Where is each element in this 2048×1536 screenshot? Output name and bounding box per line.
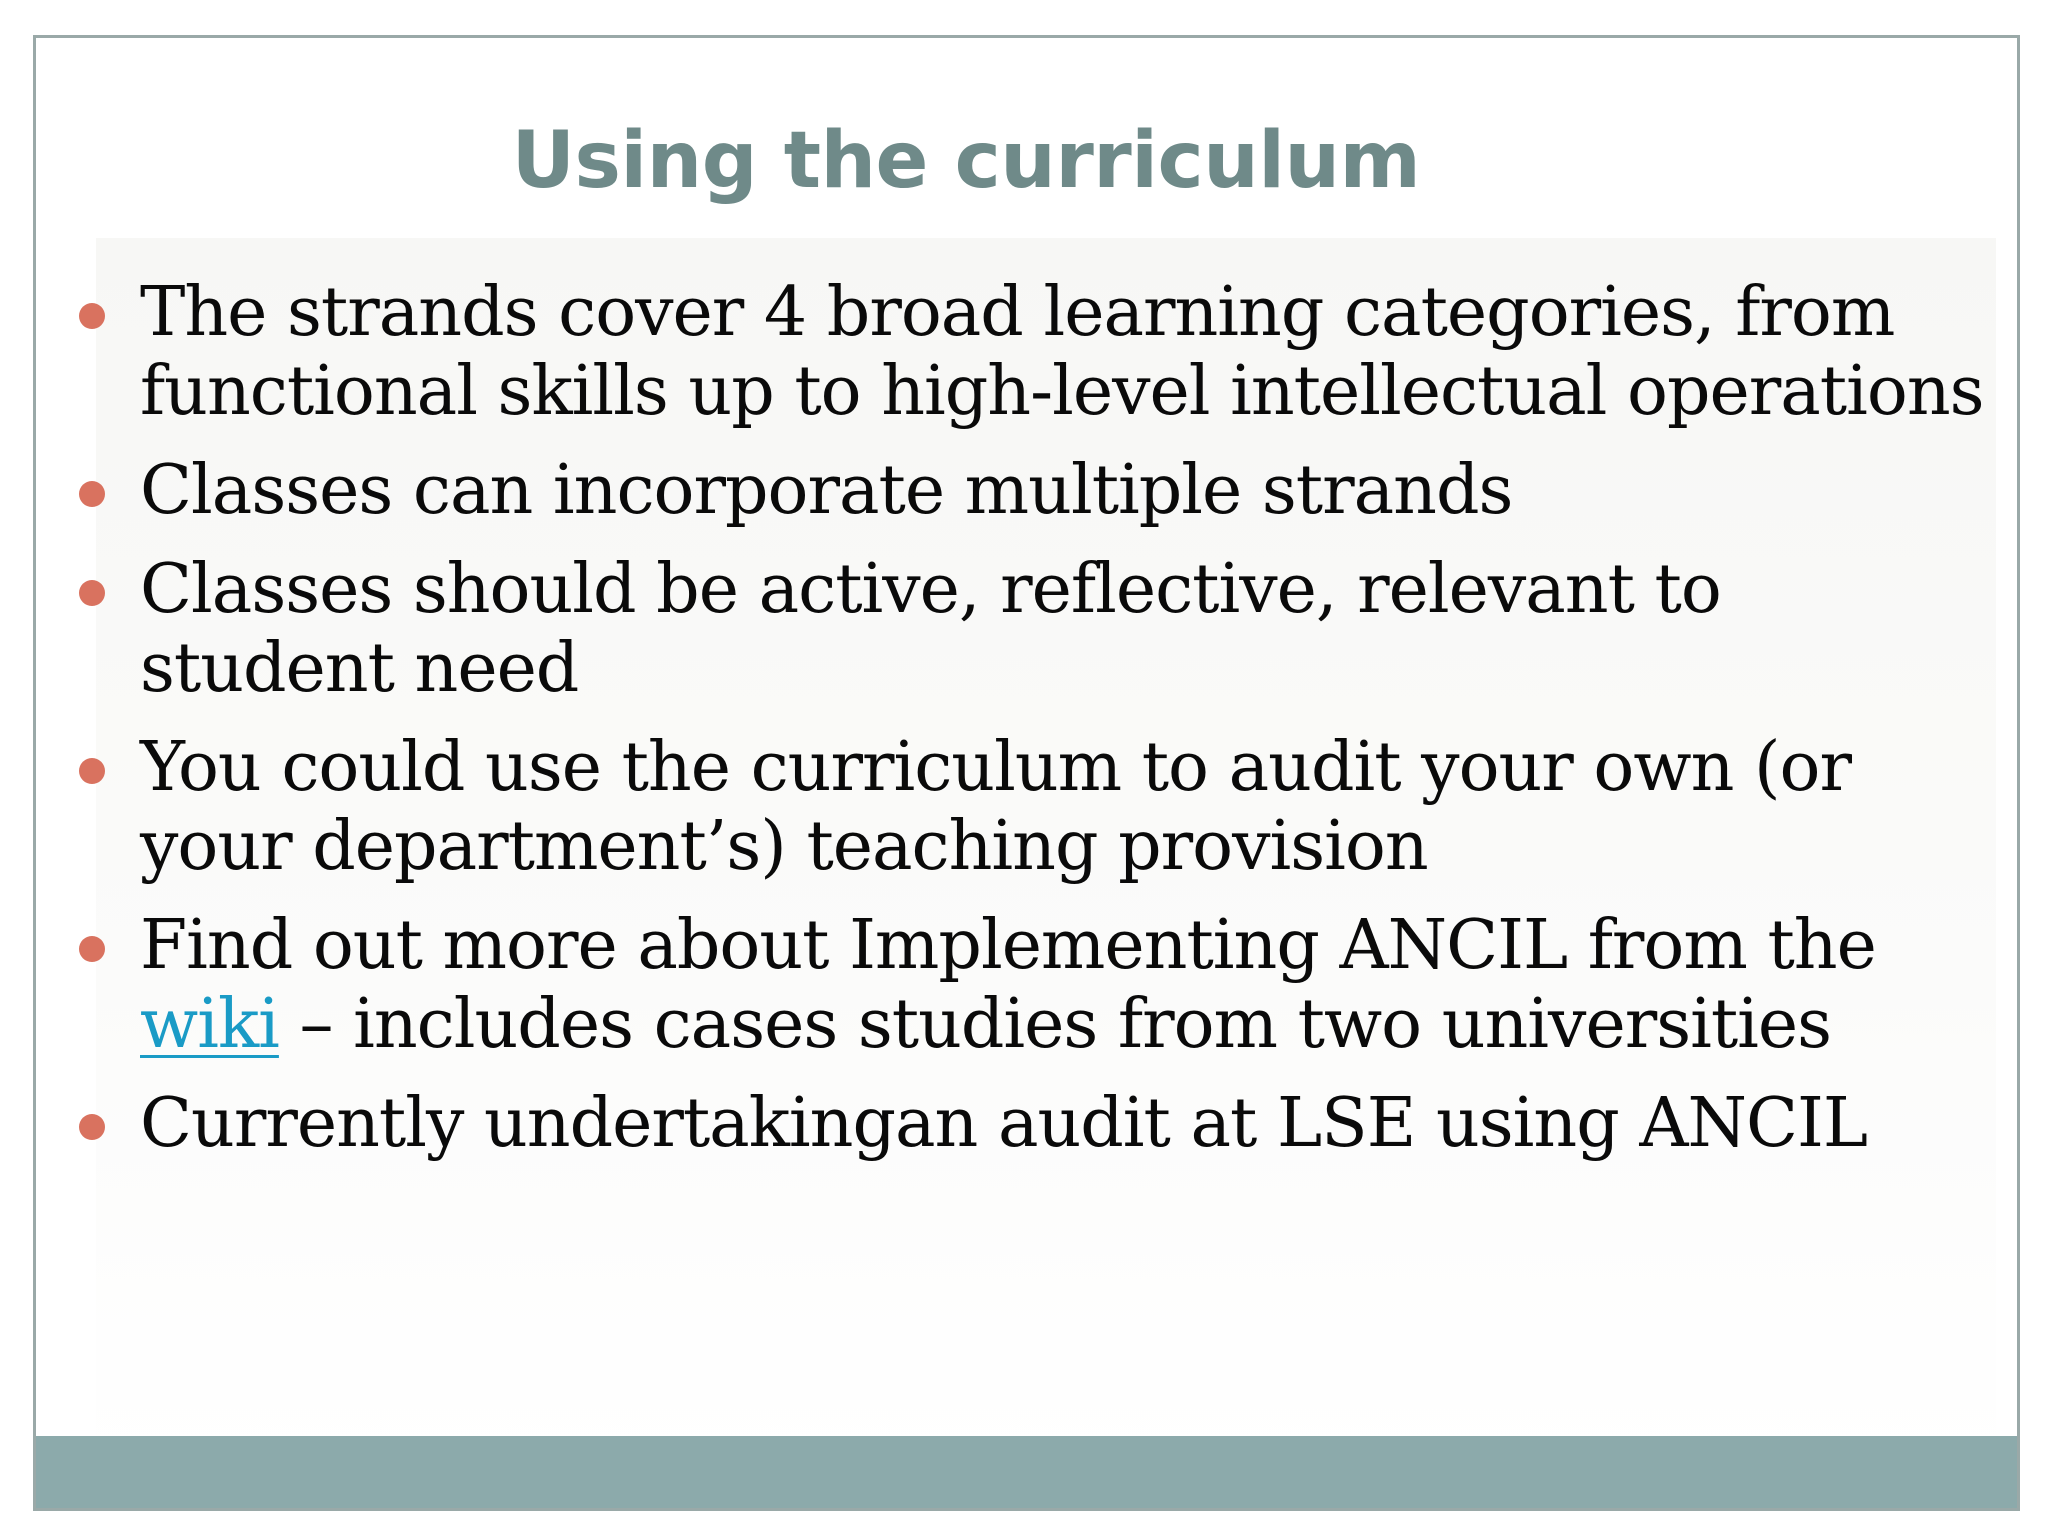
bullet-text: Classes can incorporate multiple strands [140,451,1513,530]
bullet-icon [79,580,105,606]
bullet-icon [79,481,105,507]
bullet-icon [79,936,105,962]
bullet-item [66,273,1986,431]
bullet-item [66,451,1986,530]
bullet-text: Currently undertakingan audit at LSE using ANCIL [140,1084,1868,1163]
bullet-text-before-link: Find out more about Implementing ANCIL from the [140,906,1876,985]
bullet-item [66,728,1986,886]
bullet-item [66,906,1986,1064]
bullet-text: The strands cover 4 broad learning categories, from functional skills up to high-level intellectual operations [140,273,1984,431]
slide-title: Using the curriculum [511,116,1421,206]
bullet-text: You could use the curriculum to audit your own (or your department’s) teaching provision [140,728,1851,886]
bullet-item [66,1084,1986,1163]
bullet-text: Classes should be active, reflective, relevant to student need [140,550,1721,708]
bullet-item [66,550,1986,708]
bullet-icon [79,1114,105,1140]
slide [33,35,2020,1511]
bullet-icon [79,303,105,329]
bullet-list [66,273,1986,1183]
footer-band [36,1436,2017,1508]
bullet-icon [79,758,105,784]
bullet-text-after-link: – includes cases studies from two universities [278,985,1832,1064]
wiki-link[interactable]: wiki [140,985,279,1064]
